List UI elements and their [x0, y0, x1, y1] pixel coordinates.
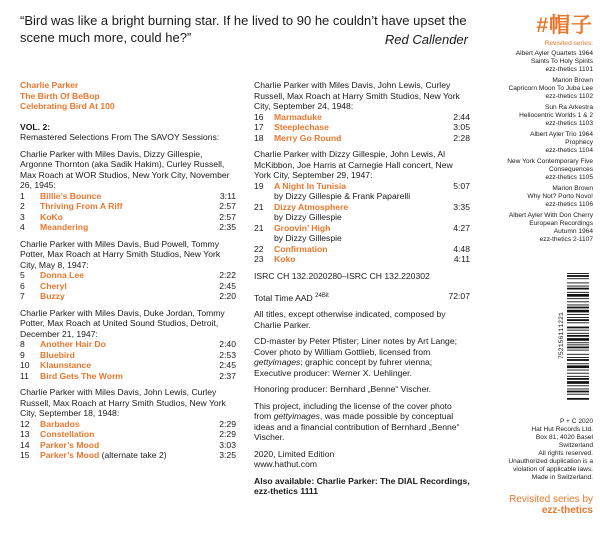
series-entry-line: Saints To Holy Spirits [530, 58, 593, 65]
quote-author: Red Callender [384, 32, 468, 47]
track-number: 9 [20, 349, 25, 360]
copyright-line: Switzerland [558, 442, 593, 449]
album-title: The Birth Of BeBop [20, 90, 100, 101]
right-column [254, 80, 470, 497]
cover-quote: “Bird was like a bright burning star. If he lived to 90 he couldn’t have upset the scene much more, could he?” [20, 13, 467, 45]
isrc-codes: ISRC CH 132.2020280–ISRC CH 132.220302 [254, 270, 430, 281]
barcode-bar [567, 330, 589, 331]
barcode-bar [567, 288, 589, 290]
track-duration: 2:45 [219, 360, 236, 370]
barcode-bar [567, 298, 589, 299]
track-title: Marmaduke [274, 111, 322, 122]
barcode-bar [567, 338, 589, 341]
track-row [20, 281, 236, 292]
series-list [475, 50, 593, 244]
track-number: 18 [254, 132, 264, 143]
barcode-bar [567, 378, 589, 380]
revisited-series-panel [475, 14, 593, 247]
series-entry-line: ezz-thetics 1104 [545, 147, 593, 154]
track-number: 3 [20, 211, 25, 222]
track-title: Klaunstance [40, 360, 92, 370]
volume-subtitle: Remastered Selections From The SAVOY Sessions: [20, 132, 220, 142]
track-row [254, 202, 470, 213]
track-title: Dizzy Atmosphere [274, 201, 349, 212]
track-title: Merry Go Round [274, 132, 342, 143]
track-duration: 2:20 [219, 291, 236, 301]
tagline-line: Revisited series by [509, 494, 593, 505]
album-subtitle: Celebrating Bird At 100 [20, 101, 115, 111]
track-number: 17 [254, 122, 264, 132]
track-title: Confirmation [274, 243, 328, 254]
track-row [20, 201, 236, 212]
barcode-bar [567, 292, 589, 293]
copyright-line: Box 81, 4020 Basel [535, 434, 593, 441]
barcode-bar [567, 335, 589, 337]
copyright-line: P + C 2020 [559, 418, 593, 425]
track-number: 21 [254, 201, 264, 212]
series-entry-line: ezz-thetics 1101 [545, 66, 593, 73]
session-description: Charlie Parker with Miles Davis, John Lewis, Curley Russell, Max Roach at Harry Smith Studios, New York City, September 24, 1948: [254, 80, 460, 111]
series-entry-line: Why Not? Porto Novo! [527, 193, 593, 200]
left-column [20, 80, 236, 461]
track-duration: 3:05 [453, 122, 470, 132]
barcode-bar [567, 373, 589, 374]
barcode-bar [567, 327, 589, 329]
series-entry-line: ezz-thetics 1106 [545, 201, 593, 208]
volume-label: VOL. 2: [20, 121, 51, 132]
track-duration: 4:11 [453, 254, 470, 264]
barcode-bar [567, 286, 589, 287]
session-block [20, 149, 236, 233]
session-description: Charlie Parker with Miles Davis, Dizzy Gillespie, Argonne Thornton (aka Sadik Hakim), Curley Russell, Max Roach at WOR Studios, New York City, November 26, 1945: [20, 148, 230, 190]
series-entry [475, 158, 593, 182]
track-row [20, 350, 236, 361]
track-number: 22 [254, 243, 264, 254]
track-duration: 2:57 [219, 211, 236, 222]
track-row [20, 440, 236, 451]
series-entry-line: Consequences [549, 166, 593, 173]
track-title: Steeplechase [274, 122, 329, 132]
24bit-mark: 24Bit [315, 293, 329, 299]
barcode-bar [567, 354, 589, 355]
track-number: 12 [20, 418, 30, 429]
series-entry-line: ezz-thetics 1102 [545, 93, 593, 100]
label-logo: #帽子 [536, 14, 593, 37]
barcode-bar [567, 310, 589, 313]
series-entry-line: Albert Ayler Trio 1964 [530, 131, 593, 138]
track-row [254, 181, 470, 192]
session-description: Charlie Parker with Miles Davis, John Lewis, Curley Russell, Max Roach at Harry Smith Studios, New York City, September 18, 1948: [20, 387, 226, 418]
series-entry-line: ezz-thetics 1103 [545, 120, 593, 127]
track-title: Koko [274, 254, 296, 264]
track-duration: 2:29 [219, 418, 236, 429]
series-entry-line: Albert Ayler With Don Cherry [508, 212, 593, 219]
track-number: 8 [20, 339, 25, 349]
track-row [254, 122, 470, 133]
series-entry [475, 185, 593, 209]
track-row [254, 254, 470, 265]
series-entry-line: Marion Brown [552, 185, 593, 192]
track-row [20, 339, 236, 350]
website-url: www.hathut.com [254, 459, 318, 470]
series-heading: Revisited series: [544, 40, 593, 47]
track-title: Billie’s Bounce [40, 190, 102, 201]
total-time [254, 291, 470, 303]
series-entry-line: Capricorn Moon To Juba Lee [508, 85, 593, 92]
track-title: Another Hair Do [40, 339, 106, 349]
track-number: 2 [20, 201, 25, 211]
track-duration: 2:45 [219, 280, 236, 291]
track-composer: by Dizzy Gillespie [274, 233, 342, 243]
copyright-line: Hat Hut Records Ltd. [531, 426, 593, 433]
track-duration: 3:11 [219, 190, 236, 201]
track-duration: 2:37 [219, 370, 236, 381]
track-row [20, 291, 236, 302]
track-row [20, 419, 236, 430]
track-title: Constellation [40, 429, 95, 439]
track-number: 19 [254, 180, 264, 191]
copyright-block [463, 418, 593, 482]
barcode-bar [567, 322, 589, 323]
session-block [20, 239, 236, 302]
track-duration: 2:28 [453, 132, 470, 143]
series-entry-line: New York Contemporary Five [507, 158, 593, 165]
barcode-bar [567, 357, 589, 358]
track-title: Cheryl [40, 280, 67, 291]
session-block [254, 80, 470, 143]
track-title: Parker’s Mood (alternate take 2) [40, 450, 167, 460]
track-row [254, 133, 470, 144]
track-duration: 3:25 [219, 450, 236, 460]
edition-note: 2020, Limited Edition [254, 448, 335, 459]
track-number: 11 [20, 370, 29, 381]
credits: CD-master by Peter Pfister; Liner notes by Art Lange; Cover photo by William Gottlieb, licensed from gettyimages; graphic concept by fuhrer vienna; Executive producer: Werner X. Uehlinger. [254, 336, 457, 378]
session-block [254, 149, 470, 265]
barcode-bar [567, 365, 589, 368]
barcode-bar [567, 350, 589, 351]
barcode-bar [567, 344, 589, 345]
copyright-line: violation of applicable laws. [513, 466, 593, 473]
track-title-note: (alternate take 2) [99, 450, 167, 460]
barcode-bar [567, 391, 589, 393]
track-number: 13 [20, 429, 30, 439]
track-number: 7 [20, 291, 25, 301]
track-number: 16 [254, 111, 264, 122]
track-number: 15 [20, 450, 30, 460]
track-title: Donna Lee [40, 270, 84, 280]
series-entry [475, 131, 593, 155]
barcode-bar [567, 294, 589, 297]
track-title: Meandering [40, 222, 89, 232]
track-title: Thriving From A Riff [40, 201, 123, 211]
series-entry [475, 104, 593, 128]
copyright-line: Made in Switzerland. [531, 474, 593, 481]
series-entry-line: Heliocentric Worlds 1 & 2 [519, 112, 593, 119]
track-number: 14 [20, 439, 30, 450]
barcode-bar [567, 282, 589, 283]
track-number: 1 [20, 190, 25, 201]
tagline-line: ezz-thetics [541, 505, 593, 516]
session-description: Charlie Parker with Dizzy Gillespie, John Lewis, Al McKibbon, Joe Harris at Carnegie Hall concert, New York City, September 29, 1947: [254, 149, 453, 180]
sessions-left [20, 149, 236, 461]
track-row [20, 270, 236, 281]
series-entry-line: Albert Ayler Quartets 1964 [515, 50, 593, 57]
artist-name: Charlie Parker [20, 80, 79, 90]
honoring-producer: Honoring producer: Bernhard „Benne“ Vischer. [254, 384, 432, 395]
track-title: Bird Gets The Worm [40, 370, 123, 381]
barcode-bar [567, 301, 589, 302]
session-block [20, 387, 236, 461]
barcode-bar [567, 394, 589, 395]
copyright-line: Unauthorized duplication is a [508, 458, 593, 465]
series-entry-line: European Recordings [529, 220, 593, 227]
session-description: Charlie Parker with Miles Davis, Bud Powell, Tommy Potter, Max Roach at Harry Smith Studios, New York City, May 8, 1947: [20, 238, 221, 270]
track-duration: 2:29 [219, 429, 236, 439]
barcode-bar [567, 385, 589, 386]
track-row [254, 112, 470, 123]
barcode-bar [567, 363, 589, 364]
track-title: Barbados [40, 418, 80, 429]
barcode-bar [567, 275, 589, 277]
series-tagline [463, 494, 593, 516]
track-duration: 3:03 [219, 439, 236, 450]
total-time-label: Total Time AAD [254, 292, 313, 303]
series-entry-line: Prophecy [565, 139, 593, 146]
session-description: Charlie Parker with Miles Davis, Duke Jordan, Tommy Potter, Max Roach at United Sound Studios, Detroit, December 21, 1947: [20, 307, 225, 339]
barcode-bar [567, 342, 589, 343]
copyright-line: All rights reserved. [538, 450, 593, 457]
track-row [20, 360, 236, 371]
barcode-bar [567, 370, 589, 371]
barcode-bar [567, 398, 589, 400]
series-entry-line: Autumn 1964 [553, 228, 593, 235]
barcode-bar [567, 381, 589, 384]
barcode-bar [567, 319, 589, 321]
track-row [254, 223, 470, 234]
track-number: 4 [20, 222, 25, 232]
project-note: This project, including the license of the cover photo from gettyimages, was made possible by conceptual ideas and a financial contribution of Bernhard „Benne“ Vischer. [254, 400, 460, 443]
track-number: 5 [20, 270, 25, 280]
barcode-bar [567, 314, 589, 315]
series-entry [475, 77, 593, 101]
track-number: 6 [20, 280, 25, 291]
barcode-bar [567, 333, 589, 334]
composer-note: All titles, except otherwise indicated, composed by Charlie Parker. [254, 309, 446, 330]
track-title: Parker’s Mood [40, 439, 100, 450]
sessions-right [254, 80, 470, 265]
series-entry-line: ezz-thetics 2-1107 [539, 236, 593, 243]
series-entry-line: Sun Ra Arkestra [544, 104, 593, 111]
series-entry [475, 50, 593, 74]
track-duration: 4:27 [453, 222, 470, 233]
track-row [254, 244, 470, 255]
track-duration: 2:44 [453, 111, 470, 122]
track-title: Groovin’ High [274, 222, 331, 233]
track-row [20, 222, 236, 233]
track-composer: by Dizzy Gillespie & Frank Paparelli [274, 191, 411, 201]
series-entry-line: ezz-thetics 1105 [545, 174, 593, 181]
track-title: KoKo [40, 211, 63, 222]
track-duration: 2:53 [219, 349, 236, 360]
barcode-bar [567, 307, 589, 309]
track-row [20, 212, 236, 223]
barcode-bar [567, 273, 589, 274]
barcode-bar [567, 376, 589, 377]
track-number: 23 [254, 254, 264, 264]
track-row [20, 450, 236, 461]
series-entry [475, 212, 593, 244]
barcode-bar [567, 317, 589, 318]
track-title: Bluebird [40, 349, 75, 360]
barcode-bar [567, 359, 589, 361]
track-row [20, 429, 236, 440]
track-duration: 2:35 [219, 222, 236, 232]
track-number: 21 [254, 222, 264, 233]
track-title: Buzzy [40, 291, 65, 301]
track-duration: 3:35 [453, 201, 470, 212]
track-row [20, 371, 236, 382]
total-time-value: 72:07 [448, 291, 470, 301]
barcode-bar [567, 347, 589, 349]
track-row [20, 191, 236, 202]
series-entry-line: Marion Brown [552, 77, 593, 84]
track-duration: 4:48 [453, 243, 470, 254]
barcode-bar [567, 305, 589, 306]
track-duration: 2:22 [219, 270, 236, 280]
session-block [20, 308, 236, 382]
track-duration: 2:57 [219, 201, 236, 211]
also-available: Also available: Charlie Parker: The DIAL Recordings, ezz-thetics 1111 [254, 475, 470, 497]
track-title: A Night In Tunisia [274, 180, 347, 191]
track-duration: 5:07 [453, 180, 470, 191]
barcode-digits: 752156111221 [558, 312, 565, 360]
barcode-bar [567, 389, 589, 390]
track-composer: by Dizzy Gillespie [274, 212, 342, 222]
track-number: 10 [20, 360, 30, 370]
barcode-bar [567, 278, 589, 279]
track-duration: 2:40 [219, 339, 236, 349]
